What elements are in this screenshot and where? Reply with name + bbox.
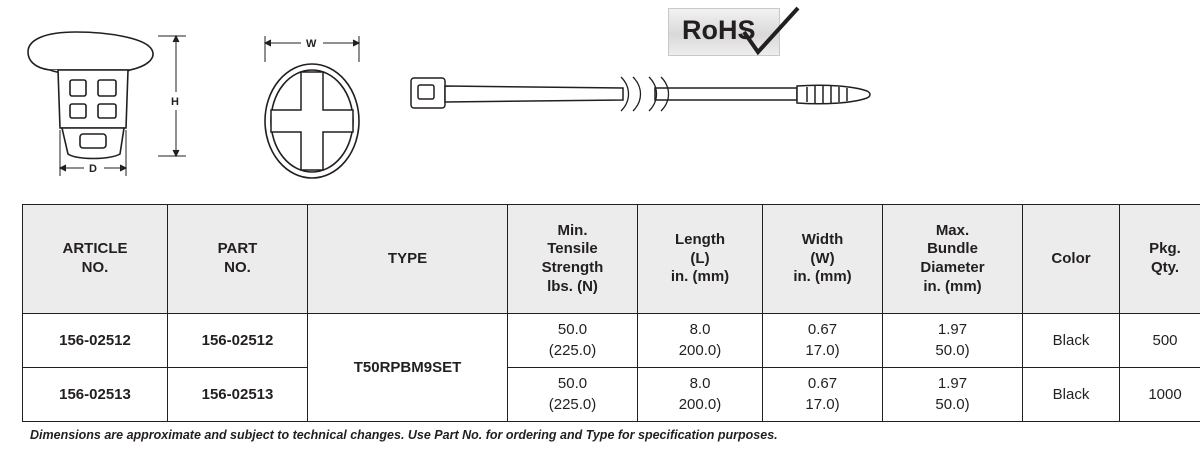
column-header-bundle-line1: Max.	[935, 221, 970, 239]
cell-length	[638, 314, 763, 368]
table-footnote: Dimensions are approximate and subject to technical changes. Use Part No. for ordering and Type for specification purposes.	[30, 428, 778, 442]
column-header-color: Color	[1023, 205, 1120, 314]
cell-article-no: 156-02513	[23, 368, 168, 422]
column-header-tensile-line4: lbs. (N)	[547, 277, 598, 295]
rohs-label: RoHS	[682, 15, 756, 45]
column-header-part-no	[168, 205, 308, 314]
column-header-bundle-line2: Bundle	[927, 240, 978, 258]
column-header-length-line3: in. (mm)	[670, 268, 730, 286]
cell-part-no: 156-02512	[168, 314, 308, 368]
column-header-bundle-line3: Diameter	[920, 259, 985, 276]
cell-article-no: 156-02512	[23, 314, 168, 368]
cell-tensile-strength	[508, 314, 638, 368]
rohs-check-icon	[742, 6, 808, 62]
specification-table	[22, 204, 1200, 422]
cell-width-metric: 17.0)	[805, 341, 840, 359]
column-header-pkg-qty	[1120, 205, 1200, 314]
cell-bundle-diameter	[883, 368, 1023, 422]
rohs-badge	[668, 8, 808, 60]
column-header-length-line2: (L)	[690, 249, 710, 267]
column-header-tensile-strength	[508, 205, 638, 314]
cell-width	[763, 314, 883, 368]
cell-length-metric: 200.0)	[678, 341, 722, 359]
column-header-pkg-qty-line1: Pkg.	[1149, 240, 1181, 258]
cell-length-imperial: 8.0	[689, 375, 711, 393]
cell-bundle-metric: 50.0)	[935, 395, 970, 413]
dimension-label-d: D	[89, 163, 97, 175]
column-header-tensile-line2: Tensile	[547, 240, 598, 258]
cell-width-imperial: 0.67	[807, 321, 838, 339]
cell-bundle-imperial: 1.97	[937, 375, 968, 393]
cell-width-metric: 17.0)	[805, 395, 840, 413]
cell-length-metric: 200.0)	[678, 395, 722, 413]
dimension-label-h: H	[171, 96, 179, 108]
cell-pkg-qty: 500	[1120, 314, 1200, 368]
illustration-area	[0, 0, 1200, 195]
table-row	[23, 368, 1200, 422]
specification-table-wrapper	[22, 204, 1180, 422]
column-header-part-no-line2: NO.	[224, 259, 251, 276]
column-header-type: TYPE	[308, 205, 508, 314]
cell-tensile-strength	[508, 368, 638, 422]
cell-color: Black	[1023, 368, 1120, 422]
cell-length	[638, 368, 763, 422]
cell-type: T50RPBM9SET	[308, 314, 508, 422]
cable-tie-head-top-view	[235, 18, 385, 188]
cell-tensile-imperial: 50.0	[557, 321, 588, 339]
column-header-width-line3: in. (mm)	[793, 268, 852, 286]
dimension-label-w: W	[306, 38, 317, 50]
cell-tensile-imperial: 50.0	[557, 375, 588, 393]
column-header-article-no-line1: ARTICLE	[62, 240, 128, 258]
cell-bundle-metric: 50.0)	[935, 341, 970, 359]
column-header-bundle-diameter	[883, 205, 1023, 314]
column-header-width-line1: Width	[801, 230, 844, 248]
column-header-width-line2: (W)	[810, 249, 835, 267]
column-header-article-no-line2: NO.	[81, 259, 109, 276]
column-header-pkg-qty-line2: Qty.	[1150, 259, 1180, 276]
cable-tie-head-side-view	[10, 10, 210, 185]
column-header-article-no	[23, 205, 168, 314]
cell-part-no: 156-02513	[168, 368, 308, 422]
table-header-row	[23, 205, 1200, 314]
cell-tensile-metric: (225.0)	[548, 395, 597, 413]
column-header-tensile-line3: Strength	[541, 259, 604, 276]
column-header-length-line1: Length	[675, 230, 725, 248]
cell-width	[763, 368, 883, 422]
cell-bundle-imperial: 1.97	[937, 321, 968, 339]
column-header-part-no-line1: PART	[217, 240, 258, 258]
cell-bundle-diameter	[883, 314, 1023, 368]
cell-tensile-metric: (225.0)	[548, 341, 597, 359]
column-header-bundle-line4: in. (mm)	[923, 277, 982, 295]
cell-width-imperial: 0.67	[807, 375, 838, 393]
column-header-tensile-line1: Min.	[557, 221, 588, 239]
cell-length-imperial: 8.0	[689, 321, 711, 339]
cell-color: Black	[1023, 314, 1120, 368]
column-header-width	[763, 205, 883, 314]
cable-tie-strap-view	[405, 55, 890, 130]
table-row	[23, 314, 1200, 368]
column-header-length	[638, 205, 763, 314]
cell-pkg-qty: 1000	[1120, 368, 1200, 422]
